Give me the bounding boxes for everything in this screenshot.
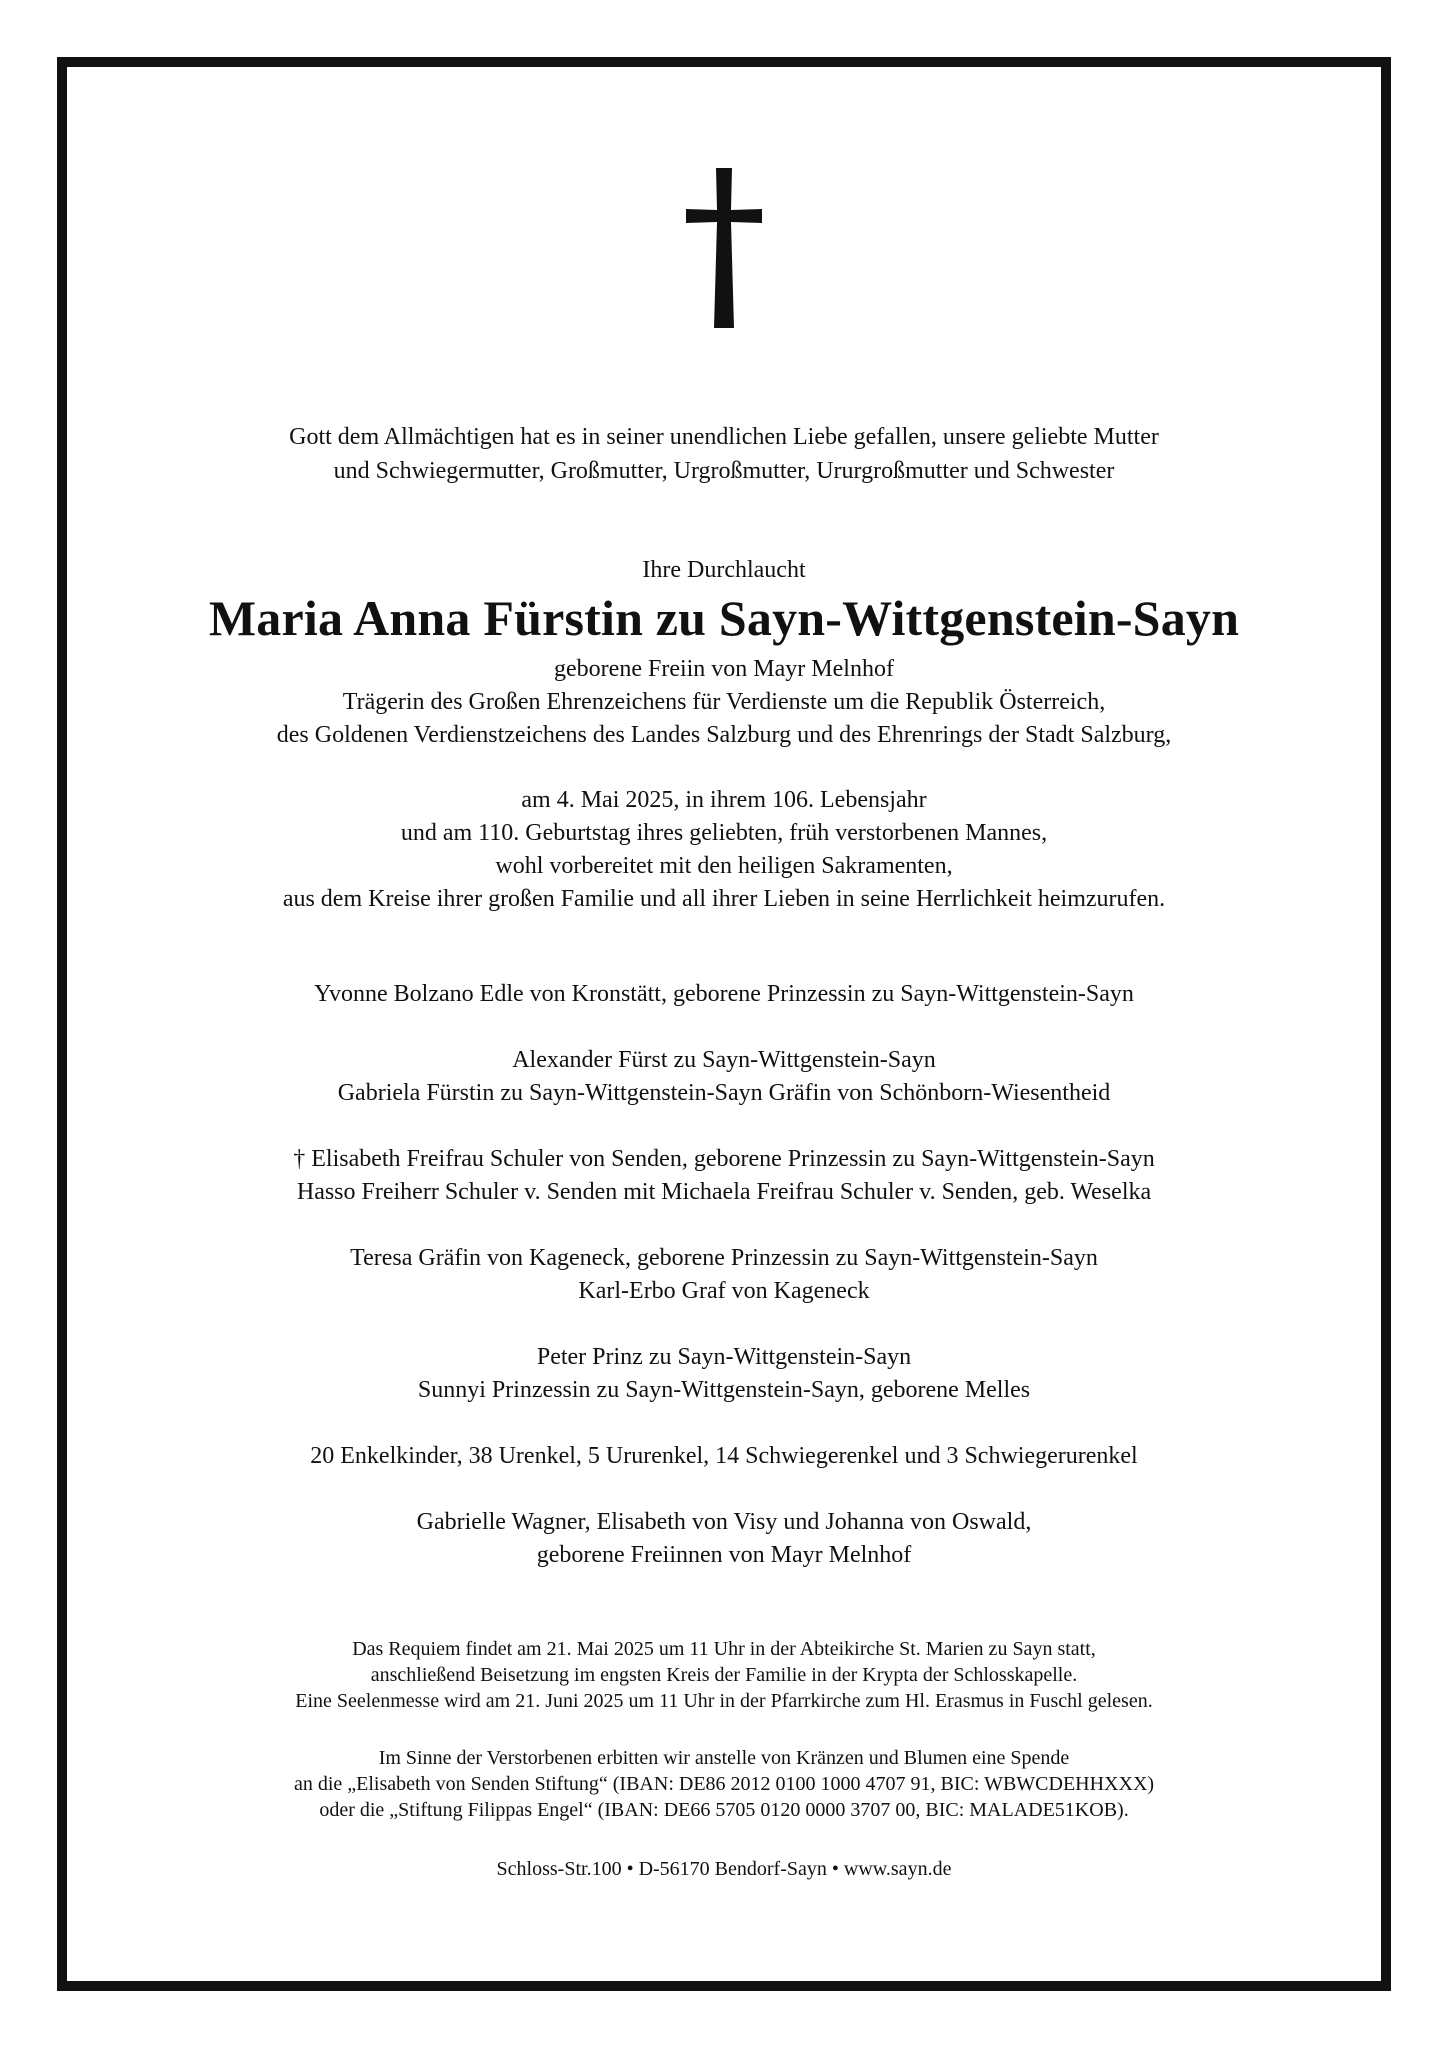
intro-line: und Schwiegermutter, Großmutter, Urgroßmutter, Ururgroßmutter und Schwester <box>333 458 1115 484</box>
mourner-line: Alexander Fürst zu Sayn-Wittgenstein-Sayn <box>512 1047 936 1073</box>
donation-line: oder die „Stiftung Filippas Engel“ (IBAN: DE66 5705 0120 0000 3707 00, BIC: MALADE51KOB). <box>319 1799 1129 1821</box>
death-notice <box>80 784 1368 916</box>
mourner-group <box>80 1242 1368 1308</box>
mourner-group <box>80 1341 1368 1407</box>
mourners-list <box>80 978 1368 1572</box>
mourner-line: Gabrielle Wagner, Elisabeth von Visy und Johanna von Oswald, <box>416 1509 1032 1535</box>
mourner-line: 20 Enkelkinder, 38 Urenkel, 5 Ururenkel, 14 Schwiegerenkel und 3 Schwiegerurenkel <box>310 1443 1138 1469</box>
death-notice-line: am 4. Mai 2025, in ihrem 106. Lebensjahr <box>521 787 927 813</box>
mourner-group <box>80 1044 1368 1110</box>
death-notice-line: aus dem Kreise ihrer großen Familie und all ihrer Lieben in seine Herrlichkeit heimzurufen. <box>282 886 1166 912</box>
intro-text <box>80 420 1368 488</box>
mourner-group <box>80 1143 1368 1209</box>
intro-line: Gott dem Allmächtigen hat es in seiner unendlichen Liebe gefallen, unsere geliebte Mutter <box>289 424 1159 450</box>
mourner-group <box>80 1440 1368 1473</box>
mourner-line: Hasso Freiherr Schuler v. Senden mit Michaela Freifrau Schuler v. Senden, geb. Weselka <box>296 1179 1152 1205</box>
mourner-line: Peter Prinz zu Sayn-Wittgenstein-Sayn <box>536 1344 912 1370</box>
mourner-line: geborene Freiinnen von Mayr Melnhof <box>536 1542 912 1568</box>
mourner-line: † Elisabeth Freifrau Schuler von Senden, geborene Prinzessin zu Sayn-Wittgenstein-Sayn <box>293 1146 1155 1172</box>
deceased-name: Maria Anna Fürstin zu Sayn-Wittgenstein-Sayn <box>208 590 1240 646</box>
mourner-group <box>80 978 1368 1011</box>
death-notice-line: wohl vorbereitet mit den heiligen Sakramenten, <box>495 853 953 879</box>
donation-request <box>80 1745 1368 1823</box>
funeral-line: Eine Seelenmesse wird am 21. Juni 2025 um 11 Uhr in der Pfarrkirche zum Hl. Erasmus in Fuschl gelesen. <box>295 1690 1153 1712</box>
funeral-details <box>80 1636 1368 1714</box>
mourner-line: Sunnyi Prinzessin zu Sayn-Wittgenstein-Sayn, geborene Melles <box>417 1377 1031 1403</box>
mourner-line: Karl-Erbo Graf von Kageneck <box>578 1278 870 1304</box>
cross-icon <box>686 168 762 328</box>
donation-line: Im Sinne der Verstorbenen erbitten wir anstelle von Kränzen und Blumen eine Spende <box>378 1747 1070 1769</box>
honors-line: geborene Freiin von Mayr Melnhof <box>554 656 894 682</box>
honorific: Ihre Durchlaucht <box>642 557 806 583</box>
mourner-line: Yvonne Bolzano Edle von Kronstätt, geborene Prinzessin zu Sayn-Wittgenstein-Sayn <box>314 981 1134 1007</box>
donation-line: an die „Elisabeth von Senden Stiftung“ (IBAN: DE86 2012 0100 1000 4707 91, BIC: WBWCDEHHXXX) <box>293 1773 1155 1795</box>
mourner-line: Teresa Gräfin von Kageneck, geborene Prinzessin zu Sayn-Wittgenstein-Sayn <box>350 1245 1098 1271</box>
funeral-line: anschließend Beisetzung im engsten Kreis der Familie in der Krypta der Schlosskapelle. <box>370 1664 1078 1686</box>
funeral-line: Das Requiem findet am 21. Mai 2025 um 11 Uhr in der Abteikirche St. Marien zu Sayn statt, <box>352 1638 1096 1660</box>
honors-line: Trägerin des Großen Ehrenzeichens für Verdienste um die Republik Österreich, <box>342 689 1106 715</box>
address-footer: Schloss-Str.100 • D-56170 Bendorf-Sayn • www.sayn.de <box>496 1858 952 1880</box>
mourner-group <box>80 1506 1368 1572</box>
mourner-line: Gabriela Fürstin zu Sayn-Wittgenstein-Sayn Gräfin von Schönborn-Wiesentheid <box>337 1080 1111 1106</box>
honors-line: des Goldenen Verdienstzeichens des Landes Salzburg und des Ehrenrings der Stadt Salzburg, <box>276 722 1172 748</box>
death-notice-line: und am 110. Geburtstag ihres geliebten, früh verstorbenen Mannes, <box>400 820 1048 846</box>
honors-text <box>80 653 1368 752</box>
